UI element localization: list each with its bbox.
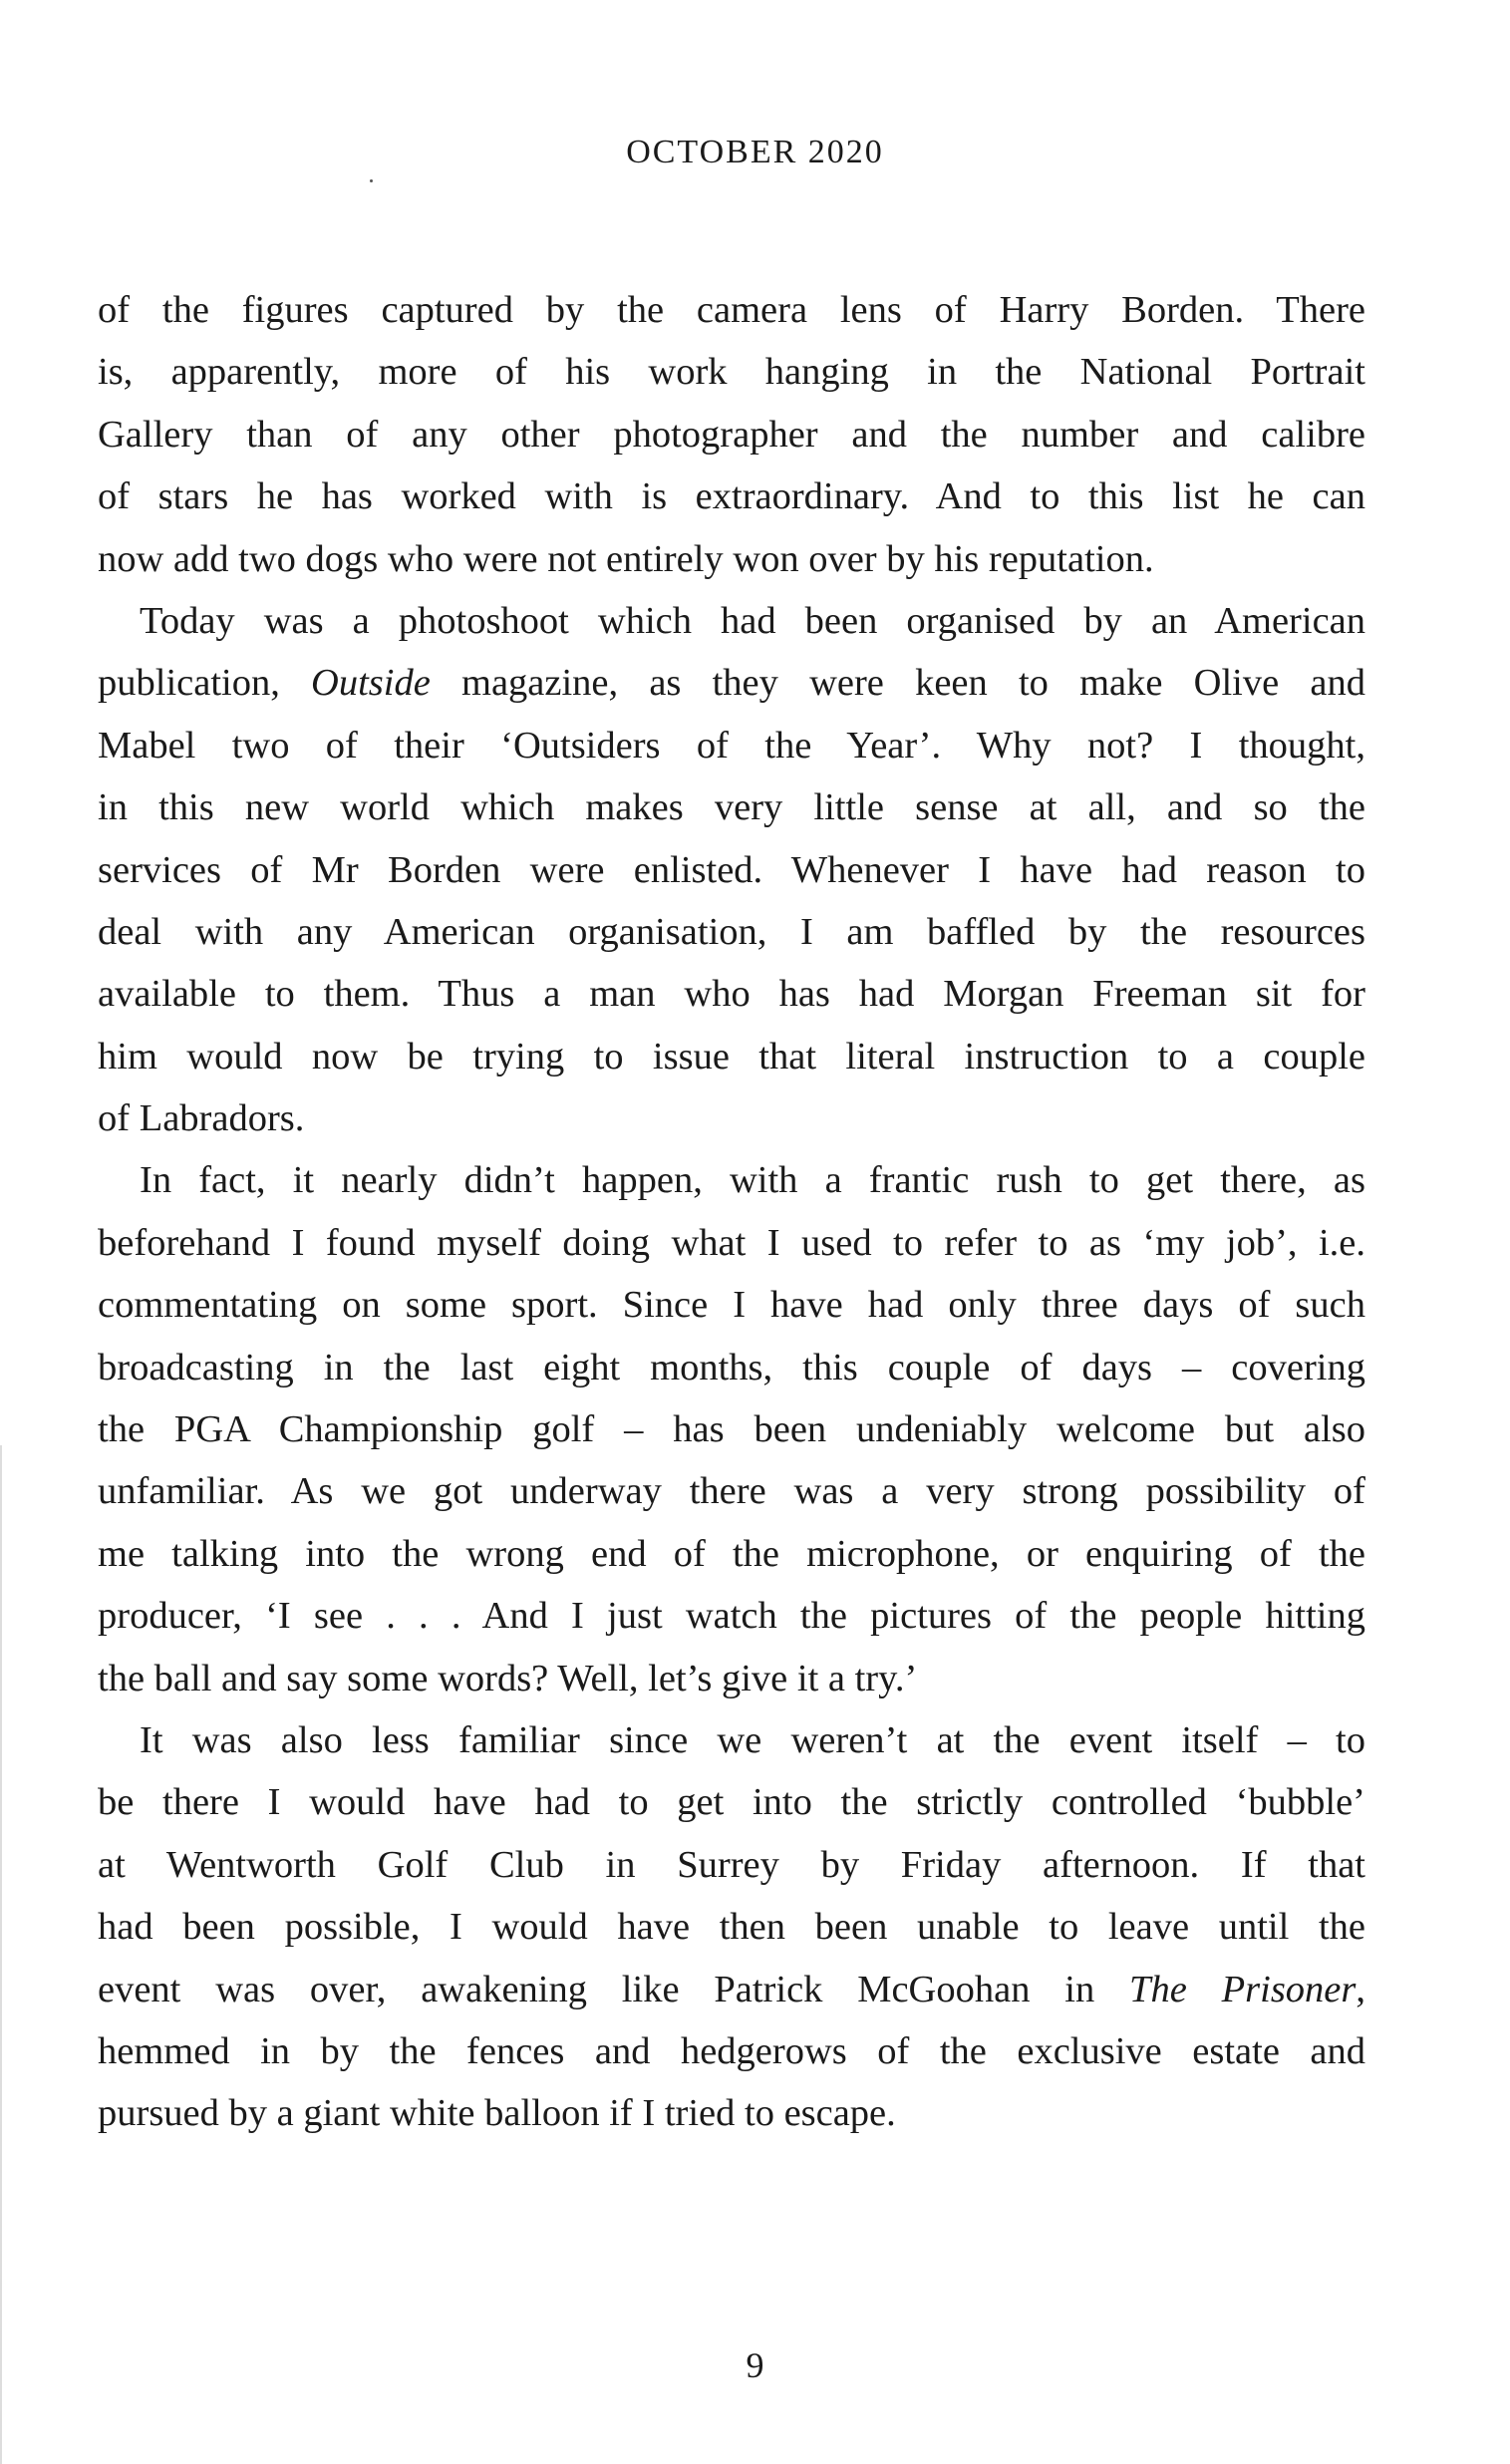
page-number: 9	[746, 2345, 764, 2385]
text-segment: me talking into the wrong end of the microphone, or enquiring of the	[98, 1532, 1365, 1575]
text-line	[98, 528, 1365, 590]
text-segment: Today was a photoshoot which had been organised by an American	[140, 599, 1365, 642]
italic-title: The Prisoner	[1129, 1968, 1357, 2010]
text-segment: unfamiliar. As we got underway there was a very strong possibility of	[98, 1470, 1365, 1513]
text-segment: available to them. Thus a man who has had Morgan Freeman sit for	[98, 973, 1365, 1016]
text-line	[98, 404, 1365, 465]
text-segment: of stars he has worked with is extraordinary. And to this list he can	[98, 475, 1365, 518]
text-line	[98, 1398, 1365, 1460]
text-segment: magazine, as they were keen to make Olive and	[430, 662, 1365, 705]
text-line	[98, 465, 1365, 527]
text-line	[98, 1771, 1365, 1833]
text-line	[98, 2020, 1365, 2082]
body-text	[98, 279, 1365, 2145]
text-line	[98, 1585, 1365, 1647]
text-segment: of Labradors.	[98, 1097, 305, 1140]
text-line	[98, 1149, 1365, 1211]
text-line	[98, 652, 1365, 714]
text-segment: be there I would have had to get into the strictly controlled ‘bubble’	[98, 1781, 1365, 1824]
text-segment: event was over, awakening like Patrick McGoohan in	[98, 1968, 1130, 2010]
text-line	[98, 279, 1365, 341]
scan-speck	[370, 179, 373, 182]
text-line	[98, 1896, 1365, 1958]
text-line	[98, 1274, 1365, 1336]
text-line	[98, 1212, 1365, 1274]
text-line	[98, 901, 1365, 963]
text-line	[98, 1337, 1365, 1398]
text-segment: Mabel two of their ‘Outsiders of the Year’. Why not? I thought,	[98, 724, 1365, 767]
text-line	[98, 1523, 1365, 1585]
text-segment: had been possible, I would have then been unable to leave until the	[98, 1906, 1365, 1949]
text-segment: of the figures captured by the camera lens of Harry Borden. There	[98, 289, 1365, 331]
italic-title: Outside	[311, 662, 431, 705]
text-line	[98, 776, 1365, 838]
text-line	[98, 341, 1365, 403]
text-segment: now add two dogs who were not entirely won over by his reputation.	[98, 537, 1154, 580]
text-segment: ,	[1356, 1968, 1365, 2010]
text-segment: In fact, it nearly didn’t happen, with a frantic rush to get there, as	[140, 1159, 1365, 1202]
text-segment: publication,	[98, 662, 312, 705]
text-line	[98, 1087, 1365, 1149]
text-line	[98, 1460, 1365, 1522]
running-head: OCTOBER 2020	[626, 134, 884, 170]
text-line	[98, 1026, 1365, 1087]
text-segment: broadcasting in the last eight months, this couple of days – covering	[98, 1346, 1365, 1388]
text-segment: the PGA Championship golf – has been undeniably welcome but also	[98, 1408, 1365, 1451]
text-segment: Gallery than of any other photographer and the number and calibre	[98, 413, 1365, 456]
text-line	[98, 963, 1365, 1025]
text-line	[98, 715, 1365, 776]
text-line	[98, 1959, 1365, 2020]
text-segment: It was also less familiar since we weren’t at the event itself – to	[140, 1718, 1365, 1761]
text-segment: the ball and say some words? Well, let’s give it a try.’	[98, 1657, 918, 1699]
text-line	[98, 1648, 1365, 1709]
text-segment: him would now be trying to issue that literal instruction to a couple	[98, 1035, 1365, 1078]
text-segment: hemmed in by the fences and hedgerows of the exclusive estate and	[98, 2029, 1365, 2072]
text-line	[98, 839, 1365, 901]
page-edge-shadow	[0, 1445, 2, 2464]
text-segment: beforehand I found myself doing what I used to refer to as ‘my job’, i.e.	[98, 1221, 1365, 1264]
text-line	[98, 1709, 1365, 1771]
text-segment: pursued by a giant white balloon if I tried to escape.	[98, 2092, 896, 2135]
text-segment: deal with any American organisation, I am baffled by the resources	[98, 910, 1365, 953]
text-line	[98, 1834, 1365, 1896]
text-segment: at Wentworth Golf Club in Surrey by Friday afternoon. If that	[98, 1843, 1365, 1886]
text-segment: is, apparently, more of his work hanging in the National Portrait	[98, 351, 1365, 394]
text-segment: producer, ‘I see . . . And I just watch the pictures of the people hitting	[98, 1595, 1365, 1638]
text-line	[98, 2082, 1365, 2144]
text-line	[98, 590, 1365, 652]
text-segment: commentating on some sport. Since I have had only three days of such	[98, 1284, 1365, 1327]
text-segment: services of Mr Borden were enlisted. Whenever I have had reason to	[98, 848, 1365, 891]
text-segment: in this new world which makes very little sense at all, and so the	[98, 786, 1365, 829]
